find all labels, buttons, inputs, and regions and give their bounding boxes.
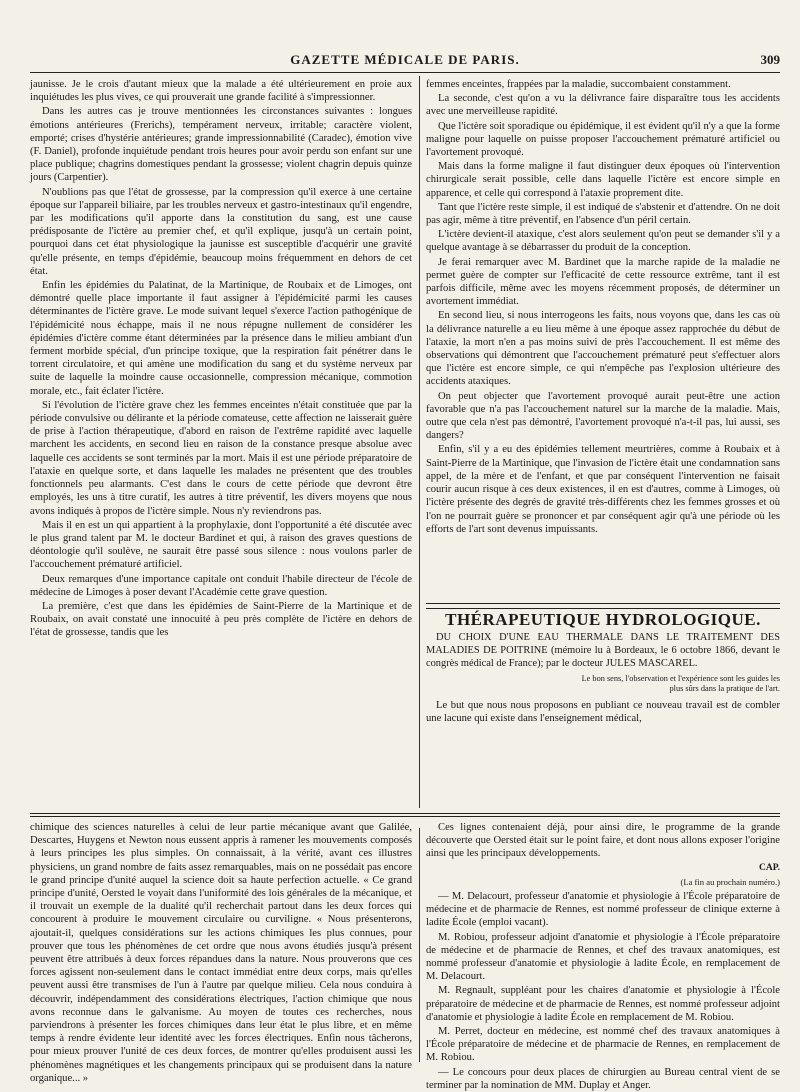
paragraph: Que l'ictère soit sporadique ou épidémique, il est évident qu'il n'y a que la forme maligne pour laquelle on puisse proposer l'accouchement prématuré artificiel ou l'avortement provoqué. <box>426 120 780 159</box>
paragraph: Si l'évolution de l'ictère grave chez les femmes enceintes n'était constituée que par la période convulsive ou délirante et la période comateuse, cette affection ne laisserait guère de prise à l'action thérapeutique, d'abord en raison de l'extrême rapidité avec laquelle marchent les accidents, en second lieu en raison de la constance presque absolue avec laquelle ces accidents se sont terminés par la mort. Mais il est une période préparatoire de l'ataxie en quelque sorte, et dans laquelle les malades ne présentent que des troubles fonctionnels peu alarmants. C'est dans le cours de cette période que devront être employés, les uns à titre curatif, les autres à titre préventif, les divers moyens que nous avons indiqués à propos de l'ictère simple. Nous n'y reviendrons pas. <box>30 399 412 517</box>
paragraph: Mais dans la forme maligne il faut distinguer deux époques où l'intervention chirurgicale serait possible, celle dans laquelle l'ictère est encore simple en apparence, et celle qui correspond à l'ataxie proprement dite. <box>426 161 780 199</box>
paragraph: En second lieu, si nous interrogeons les faits, nous voyons que, dans les cas où la délivrance naturelle a eu lieu même à une époque assez rapprochée du début de l'ataxie, la mort n'en a pas moins suivi de près l'accouchement. Il est même des observations qui démontrent que l'accouchement prématuré peut s'effectuer alors que l'ictère est encore simple, ce qui n'empêche pas l'explosion ultérieure des accidents ataxiques. <box>426 310 780 388</box>
therapeutique-section <box>426 610 780 808</box>
paragraph: On peut objecter que l'avortement provoqué aurait peut-être une action favorable que n'a pas l'accouchement naturel sur la marche de la maladie. Mais, outre que cela n'est pas démontré, l'avortement provoqué n'a-t-il pas, lui aussi, ses dangers? <box>426 390 780 442</box>
section-separator <box>426 603 780 609</box>
horizontal-rule <box>30 813 780 817</box>
paragraph: N'oublions pas que l'état de grossesse, par la compression qu'il exerce à une certaine époque sur l'appareil biliaire, par les troubles nerveux et gastro-intestinaux qu'il engendre, par les modifications qu'il apporte dans la constitution du sang, est une cause prédisposante de l'ictère au premier chef, et qu'il explique, jusqu'à un certain point, pourquoi dans cet état physiologique la jaunisse est susceptible d'acquérir une gravité qu'elle présente, en temps d'épidémie, beaucoup moins fréquemment en dehors de cet état. <box>30 186 412 277</box>
feuilleton-column-right <box>426 821 780 1091</box>
paragraph: Je ferai remarquer avec M. Bardinet que la marche rapide de la maladie ne permet guère de compter sur l'efficacité de cette ressource extrême, tant il est parfois difficile, même avec les moyens récemment proposés, de déterminer un avortement immédiat. <box>426 256 780 308</box>
feuilleton-column-left <box>30 821 412 1084</box>
paragraph: Tant que l'ictère reste simple, il est indiqué de s'abstenir et d'attendre. On ne doit pas agir, même à titre préventif, en l'absence d'un péril certain. <box>426 201 780 227</box>
journal-title: GAZETTE MÉDICALE DE PARIS. <box>290 52 520 67</box>
column-divider-bottom <box>419 828 420 1062</box>
article-column-left <box>30 78 412 808</box>
paragraph: Mais il en est un qui appartient à la prophylaxie, dont l'opportunité a été discutée avec le plus grand talent par M. le docteur Bardinet et qui, à raison des graves questions de déontologie qu'il soulève, ne saurait être passé sous silence : nous voulons parler de l'accouchement prématuré artificiel. <box>30 519 412 571</box>
news-item: M. Perret, docteur en médecine, est nommé chef des travaux anatomiques à l'École préparatoire de médecine et de pharmacie de Rennes, en remplacement de M. Robiou. <box>426 1026 780 1064</box>
paragraph: jaunisse. Je le crois d'autant mieux que la malade a été ultérieurement en proie aux inquiétudes les plus vives, ce qui prouverait une grande facilité à s'impressionner. <box>30 79 412 104</box>
paragraph: femmes enceintes, frappées par la maladie, succombaient constamment. <box>426 79 731 90</box>
paragraph: Ces lignes contenaient déjà, pour ainsi dire, le programme de la grande découverte que Oersted était sur le point faire, et dont nous allons exposer l'origine ainsi que les principaux développements. <box>426 822 780 860</box>
news-item: — Le concours pour deux places de chirurgien au Bureau central vient de se terminer par la nomination de MM. Duplay et Anger. <box>426 1066 780 1091</box>
paragraph: Enfin, s'il y a eu des épidémies tellement meurtrières, comme à Roubaix et à Saint-Pierre de la Martinique, que l'invasion de l'ictère était une condamnation sans appel, de la mère et de l'enfant, et que par conséquent l'intervention ne faisait courir aucun risque à ces deux existences, il en est d'autres, comme à Limoges, où l'ictère présente des degrés de gravité très-différents chez les femmes grosses et où l'on ne pourrait guère se prononcer et par conséquent agir qu'à une période où les efforts de l'art sont devenus impuissants. <box>426 444 780 535</box>
news-item: M. Robiou, professeur adjoint d'anatomie et physiologie à l'École préparatoire de médecine et de pharmacie de Rennes, et chef des travaux anatomiques, est nommé professeur d'anatomie et physiologie à ladite École, en remplacement de M. Delacourt. <box>426 931 780 983</box>
epigraph: Le bon sens, l'observation et l'expérience sont les guides les plus sûrs dans la pratique de l'art. <box>581 674 780 693</box>
paragraph: La première, c'est que dans les épidémies de Saint-Pierre de la Martinique et de Roubaix, on avait constaté une innocuité à peu près complète de l'ictère en dehors de l'état de grossesse, tandis que les <box>30 600 412 639</box>
article-column-right <box>426 78 780 598</box>
paragraph: Dans les autres cas je trouve mentionnées les circonstances suivantes : longues émotions antérieures (Frerichs), tempérament nerveux, irritable; caractère violent, emporté; crises d'hystérie antérieures; grande impressionnabilité (Caradec), émotion vive (F. Daniel), profonde inquiétude pendant trois heures pour avoir perdu son enfant sur une place publique; chagrins domestiques pendant la grossesse; violent chagrin depuis quinze jours (Carpentier). <box>30 106 412 184</box>
column-divider-top <box>419 76 420 808</box>
news-item: — M. Delacourt, professeur d'anatomie et physiologie à l'École préparatoire de médecine et de pharmacie de Rennes, est nommé professeur de clinique externe à ladite École (emploi vacant). <box>426 891 780 929</box>
page-number: 309 <box>760 52 780 67</box>
paragraph: La seconde, c'est qu'on a vu la délivrance faire disparaître tous les accidents avec une merveilleuse rapidité. <box>426 93 780 118</box>
section-title: THÉRAPEUTIQUE HYDROLOGIQUE. <box>445 610 761 629</box>
news-item: M. Regnault, suppléant pour les chaires d'anatomie et physiologie à l'École préparatoire de médecine et de pharmacie de Rennes, est nommé professeur adjoint d'anatomie et physiologie à ladite École en remplacement de M. Robiou. <box>426 985 780 1023</box>
paragraph: L'ictère devient-il ataxique, c'est alors seulement qu'on peut se demander s'il y a quelque avantage à se débarrasser du produit de la conception. <box>426 229 780 254</box>
continuation-note: (La fin au prochain numéro.) <box>680 876 780 887</box>
paragraph: chimique des sciences naturelles à celui de leur partie mécanique avant que Galilée, Descartes, Huygens et Newton nous eussent appris à ramener les mouvements composés à leurs principes les plus simples. On connaissait, à la vérité, avant ces illustres physiciens, un grand nombre de faits assez remarquables, mais on ne possédait pas encore le grand principe d'unité auquel la science doit sa haute perfection actuelle. « Ce grand principe d'unité, Oersted le voyait dans l'uniformité des lois générales de la mécanique, et il trouvait un exemple de la dualité qu'il recherchait partout dans les deux forces qui concourent à produire le mouvement circulaire ou curviligne. « Nous présenterons, ajoutait-il, quelques considérations sur les actions chimiques les plus connues, pour prouver que tous les phénomènes de cet ordre que nous avons étudiés jusqu'à présent peuvent être attribués à deux forces répandues dans la nature. Nous prouverons que ces forces agissent non-seulement dans le contact immédiat entre deux corps, mais qu'elles peuvent aussi être transmises de l'un à l'autre par quelque milieu. Cela nous conduira à découvrir, indépendamment des considérations électriques, l'action chimique que nous avons reconnue dans le galvanisme. Au moyen de toutes ces recherches, nous parviendrons à présenter les forces chimiques dans leur état le plus libre, et en même temps à rendre évidente leur identité avec les forces électriques. Enfin nous tâcherons, pour mieux prouver l'unité de ces deux forces, de montrer qu'elles produisent aussi les phénomènes magnétiques et les changements principaux qui se produisent dans la nature organique... » <box>30 822 412 1084</box>
section-subtitle: DU CHOIX D'UNE EAU THERMALE DANS LE TRAITEMENT DES MALADIES DE POITRINE (mémoire lu à Bordeaux, le 6 octobre 1866, devant le congrès médical de France); par le docteur JULES MASCAREL. <box>426 632 780 669</box>
paragraph: Le but que nous nous proposons en publiant ce nouveau travail est de combler une lacune qui existe dans l'enseignement médical, <box>426 700 780 724</box>
author-signature: CAP. <box>758 862 780 873</box>
paragraph: Deux remarques d'une importance capitale ont conduit l'habile directeur de l'école de médecine de Limoges à poser devant l'Académie cette grave question. <box>30 573 412 598</box>
paragraph: Enfin les épidémies du Palatinat, de la Martinique, de Roubaix et de Limoges, ont démontré quelle place importante il faut assigner à l'épidémicité parmi les causes déterminantes de l'ictère grave. Le mode suivant lequel s'exerce l'action pathogénique de l'épidémicité nous échappe, mais il ne nous répugne nullement de considérer les épidémies d'ictère comme étant déterminées par la présence dans le milieu ambiant d'un ferment morbide spécial, d'un principe toxique, que la respiration fait pénétrer dans le torrent circulatoire, et qui amène une modification du sang et du système nerveux par suite de laquelle la moindre cause occasionnelle, compression mécanique, commotion morale, etc., fait éclater l'ictère. <box>30 280 412 397</box>
page-header <box>30 50 780 73</box>
